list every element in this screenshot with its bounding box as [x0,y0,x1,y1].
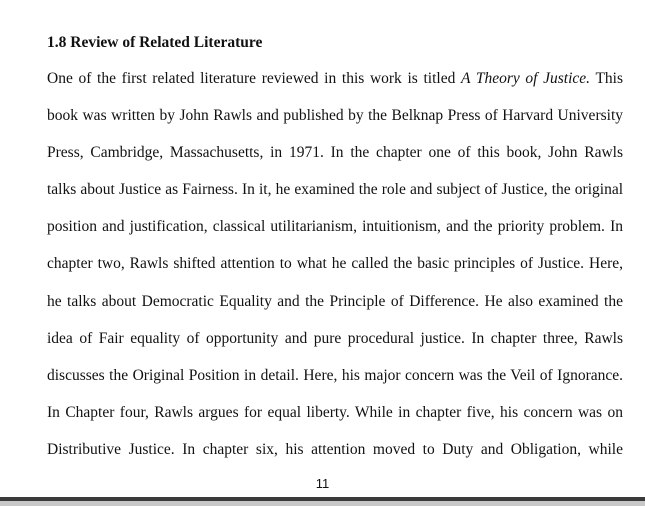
line-1-text-after-title: This [590,70,624,87]
paragraph-line-5: position and justification, classical utilitarianism, intuitionism, and the priority problem. In [47,218,623,236]
book-title: A Theory of Justice. [461,70,591,87]
paragraph-line-1 [47,68,623,105]
paragraph-line-10: In Chapter four, Rawls argues for equal liberty. While in chapter five, his concern was on [47,403,623,421]
page-number: 11 [315,476,330,491]
paragraph-line-9: discusses the Original Position in detail. Here, his major concern was the Veil of Ignorance. [47,366,623,384]
paragraph-line-11: Distributive Justice. In chapter six, his attention moved to Duty and Obligation, while [47,440,623,458]
paragraph-line-6: chapter two, Rawls shifted attention to what he called the basic principles of Justice. Here, [47,255,623,273]
line-1-text-before-title: One of the first related literature reviewed in this work is titled [47,70,461,87]
section-heading: 1.8 Review of Related Literature [47,34,263,51]
paragraph-line-8: idea of Fair equality of opportunity and pure procedural justice. In chapter three, Rawls [47,329,623,347]
paragraph-line-7: he talks about Democratic Equality and the Principle of Difference. He also examined the [47,292,623,310]
page-shadow [0,501,645,506]
paragraph-line-3: Press, Cambridge, Massachusetts, in 1971. In the chapter one of this book, John Rawls [47,144,623,162]
paragraph-line-2: book was written by John Rawls and published by the Belknap Press of Harvard University [47,107,623,125]
paragraph-line-4: talks about Justice as Fairness. In it, he examined the role and subject of Justice, the original [47,181,623,199]
body-paragraph [47,68,623,476]
